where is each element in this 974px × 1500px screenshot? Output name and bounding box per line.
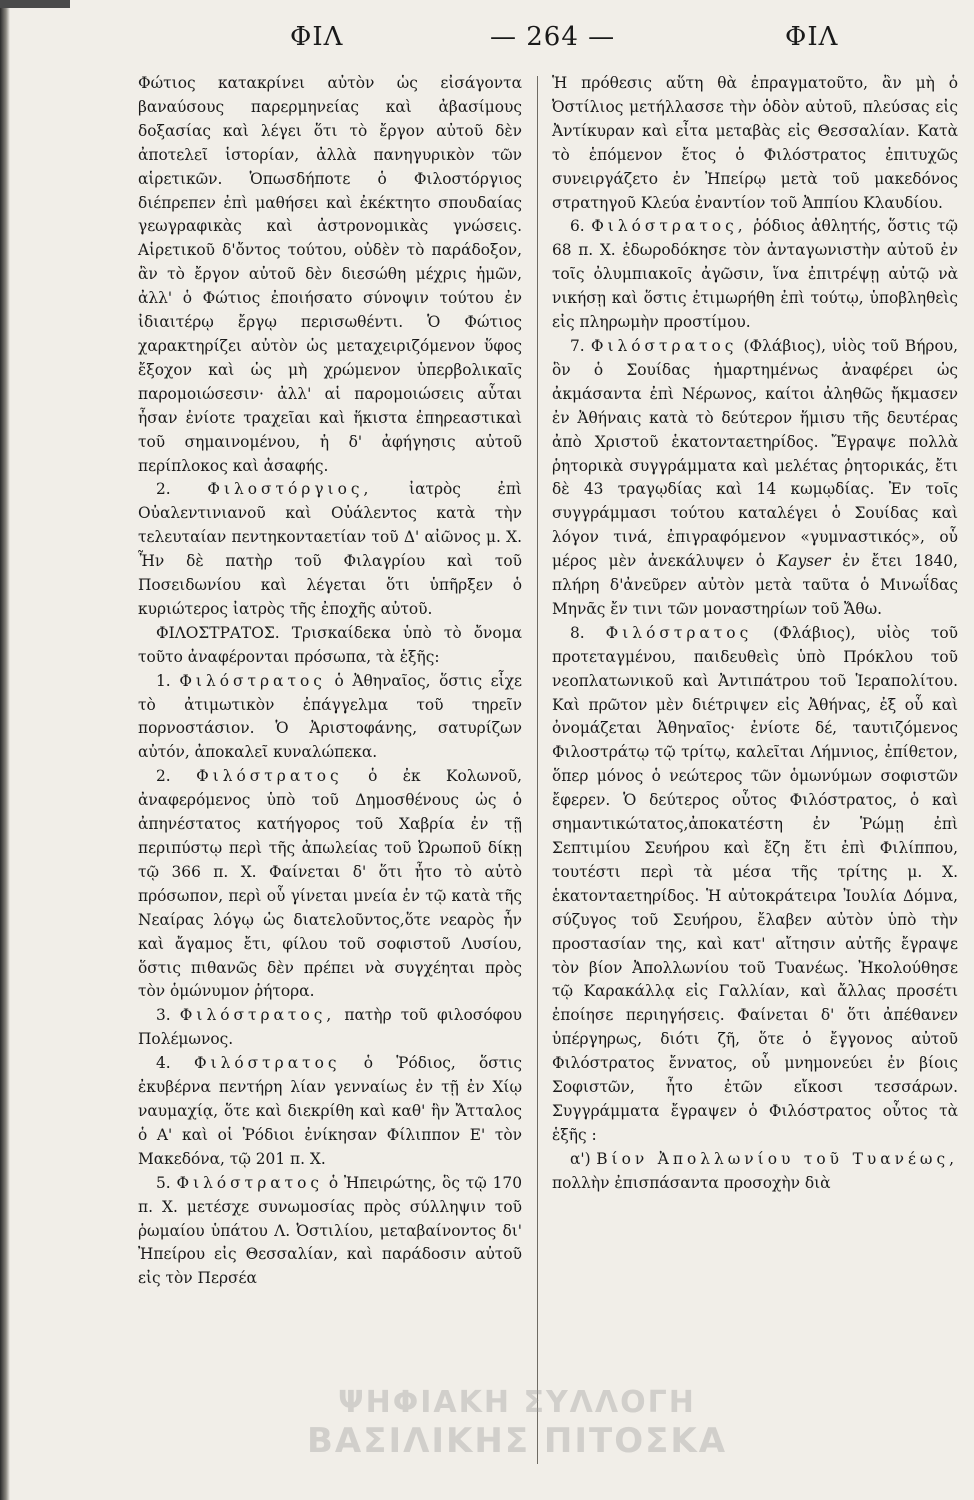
entry-philostratos-4	[138, 1052, 522, 1172]
running-header	[130, 22, 894, 62]
watermark-line: ΨΗΦΙΑΚΗ ΣΥΛΛΟΓΗ	[338, 1385, 696, 1420]
item-marker: α')	[570, 1149, 591, 1168]
entry-name: Φιλόστρατος,	[179, 1006, 336, 1025]
entry-philostratos-2	[138, 765, 522, 1004]
entry-text: (Φλάβιος), υἱὸς τοῦ προτεταγμένου, παιδευθεὶς ὑπὸ Πρόκλου τοῦ νεοπλατωνικοῦ καὶ Ἀντιπάτρου τοῦ Ἱεραπολίτου. Καὶ πρῶτον μὲν διέτριψεν εἰς Ἀθήνας, ἐξ οὗ καὶ ὀνομάζεται Ἀθηναῖος· ἐνίοτε δέ, ταυτιζόμενος Φιλοστράτῳ τῷ τρίτῳ, καλεῖται Λήμνιος, ἐπίθετον, ὅπερ μόνος ὁ νεώτερος τῶν ὁμωνύμων σοφιστῶν ἔφερεν. Ὁ δεύτερος οὗτος Φιλόστρατος, ὁ καὶ σημαντικώτατος,ἀποκατέστη ἐν Ῥώμῃ ἐπὶ Σεπτιμίου Σευήρου καὶ ἔζη ἔτι ἐπὶ Φιλίππου, τουτέστι περὶ τὰ μέσα τῆς τρίτης μ. Χ. ἑκατονταετηρίδος. Ἡ αὐτοκράτειρα Ἰουλία Δόμνα, σύζυγος τοῦ Σευήρου, ἔλαβεν αὐτὸν ὑπὸ τὴν προστασίαν της, καὶ κατ' αἴτησιν αὐτῆς ἔγραψε τὸν βίον Ἀπολλωνίου τοῦ Τυανέως. Ἠκολούθησε τῷ Καρακάλλᾳ εἰς Γαλλίαν, καὶ ἄλλας προσέτι ἐποίησε περιηγήσεις. Φαίνεται δ' ὅτι ἀπέθανεν ὑπέργηρως, διότι ζῆ, ὅτε ὁ ἔγγονος αὐτοῦ Φιλόστρατος ἔννατος, οὗ μνημονεύει ἐν βίοις Σοφιστῶν, ἦτο ἐτῶν εἴκοσι τεσσάρων. Συγγράμματα ἔγραψεν ὁ Φιλόστρατος οὗτος τὰ ἑξῆς :	[552, 623, 958, 1144]
entry-name: Φιλόστρατος	[176, 1173, 324, 1192]
right-column	[552, 72, 958, 1196]
header-left-keyword: ΦΙΛ	[290, 22, 344, 52]
column-divider	[537, 76, 538, 1464]
entry-text: ὁ Ἠπειρώτης, ὃς τῷ 170 π. Χ. μετέσχε συνωμοσίας πρὸς σύλληψιν τοῦ ῥωμαίου ὑπάτου Λ. Ὀστιλίου, μεταβαίνοντος δι' Ἠπείρου εἰς Θεσσαλίαν, καὶ παράδοσιν αὐτοῦ εἰς τὸν Περσέα	[138, 1173, 522, 1288]
binding-edge	[0, 0, 10, 1500]
work-title: Βίον Ἀπολλωνίου τοῦ Τυανέως,	[596, 1149, 958, 1168]
entry-name: Φιλόστρατος	[605, 623, 753, 642]
left-column	[138, 72, 522, 1291]
scan-edge-mark	[0, 0, 70, 8]
entry-text: ὁ Ἀθηναῖος, ὅστις εἶχε τὸ ἀτιμωτικὸν ἐπάγγελμα τοῦ τηρεῖν πορνοστάσιον. Ὁ Ἀριστοφάνης, σατυρίζων αὐτόν, ἀποκαλεῖ κυναλώπεκα.	[138, 671, 522, 762]
entry-number: 7.	[570, 336, 585, 355]
entry-number: 8.	[570, 623, 585, 642]
entry-philostratos-1	[138, 670, 522, 766]
entry-name: Φιλόστρατος	[193, 1054, 341, 1073]
page-number: — 264 —	[490, 22, 616, 52]
entry-text: ῥόδιος ἀθλητής, ὅστις τῷ 68 π. Χ. ἐδωροδόκησε τὸν ἀνταγωνιστὴν αὐτοῦ ἐν τοῖς ὀλυμπιακοῖς ἀγῶσιν, ἵνα ἐπιτρέψῃ αὐτῷ νὰ νικήσῃ καὶ ὅστις ἐτιμωρήθη ἐπὶ τούτῳ, ὑποβληθεὶς εἰς πληρωμὴν προστίμου.	[552, 217, 958, 332]
entry-number: 6.	[570, 217, 585, 236]
entry-philostratos-3	[138, 1004, 522, 1052]
entry-number: 1.	[156, 671, 171, 690]
item-text: πολλὴν ἐπισπάσαντα προσοχὴν διὰ	[552, 1173, 831, 1192]
entry-philostratos-7	[552, 335, 958, 622]
entry-name: Φιλοστόργιος,	[207, 480, 373, 499]
entry-number: 2.	[156, 480, 171, 499]
entry-text: ἰατρὸς ἐπὶ Οὐαλεντινιανοῦ καὶ Οὐάλεντος κατὰ τὴν τελευταίαν πεντηκονταετίαν τοῦ Δ' αἰῶνος μ. Χ. Ἦν δὲ πατὴρ τοῦ Φιλαγρίου καὶ τοῦ Ποσειδωνίου καὶ λέγεται ὅτι ὑπῆρξεν ὁ κυριώτερος ἰατρὸς τῆς ἐποχῆς αὐτοῦ.	[138, 480, 522, 618]
entry-number: 2.	[156, 767, 171, 786]
entry-philostratos-5	[138, 1172, 522, 1292]
entry-text: ὁ ἐκ Κολωνοῦ, ἀναφερόμενος ὑπὸ τοῦ Δημοσθένους ὡς ὁ ἀπηνέστατος κατήγορος τοῦ Χαβρία ἐν τῇ περιπύστῳ περὶ τῆς ἀπωλείας τοῦ Ὠρωποῦ δίκῃ τῷ 366 π. Χ. Φαίνεται δ' ὅτι ἦτο τὸ αὐτὸ πρόσωπον, περὶ οὗ γίνεται μνεία ἐν τῷ κατὰ τῆς Νεαίρας λόγῳ ὡς διατελοῦντος,ὅτε νεαρὸς ἦν καὶ ἄγαμος ἔτι, φίλου τοῦ σοφιστοῦ Λυσίου, ὅστις πιθανῶς δὲν πρέπει νὰ συγχέηται πρὸς τὸν ὁμώνυμον ῥήτορα.	[138, 767, 522, 1001]
entry-text: ὁ Ῥόδιος, ὅστις ἐκυβέρνα πεντήρη λίαν γενναίως ἐν τῇ ἐν Χίῳ ναυμαχίᾳ, ὅτε καὶ διεκρίθη καὶ καθ' ἣν Ἄτταλος ὁ Α' καὶ οἱ Ῥόδιοι ἐνίκησαν Φίλιππον Ε' τὸν Μακεδόνα, τῷ 201 π. Χ.	[138, 1054, 522, 1168]
entry-philostratos-8	[552, 622, 958, 1148]
entry-text: (Φλάβιος), υἱὸς τοῦ Βήρου, ὃν ὁ Σουίδας ἡμαρτημένως ἀναφέρει ὡς ἀκμάσαντα ἐπὶ Νέρωνος, καίτοι ἀληθῶς ἤκμασεν ἐν Ἀθήναις κατὰ τὸ δεύτερον ἥμισυ τῆς δευτέρας ἀπὸ Χριστοῦ ἑκατονταετηρίδος. Ἔγραψε πολλὰ ῥητορικὰ συγγράμματα καὶ μελέτας ῥητορικάς, ἔτι δὲ 43 τραγῳδίας καὶ 14 κωμῳδίας. Ἐν τοῖς συγγράμμασι τούτου καταλέγει ὁ Σουίδας καὶ λόγον τινά, ἐπιγραφόμενον «γυμναστικός», οὗ μέρος μὲν ἀνεκάλυψεν ὁ	[552, 336, 958, 571]
paragraph: Ἡ πρόθεσις αὕτη θὰ ἐπραγματοῦτο, ἂν μὴ ὁ Ὀστίλιος μετήλλασσε τὴν ὁδὸν αὐτοῦ, πλεύσας εἰς Ἀντίκυραν καὶ εἶτα μεταβὰς εἰς Θεσσαλίαν. Κατὰ τὸ ἑπόμενον ἔτος ὁ Φιλόστρατος ἐπιτυχῶς συνειργάζετο ἐν Ἠπείρῳ μετὰ τοῦ μακεδόνος στρατηγοῦ Κλεύα ἐναντίον τοῦ Ἀππίου Κλαυδίου.	[552, 74, 958, 212]
entry-number: 4.	[156, 1054, 171, 1073]
entry-name: Φιλόστρατος	[179, 671, 326, 690]
works-item-a	[552, 1148, 958, 1196]
entry-text: πατὴρ τοῦ φιλοσόφου Πολέμωνος.	[138, 1006, 522, 1049]
entry-number: 3.	[156, 1006, 171, 1025]
section-philostratos	[138, 622, 522, 670]
header-right-keyword: ΦΙΛ	[785, 22, 839, 52]
entry-philostratos-6	[552, 215, 958, 335]
section-heading: ΦΙΛΟΣΤΡΑΤΟΣ.	[156, 623, 280, 642]
entry-author-name: Kayser	[776, 552, 831, 571]
entry-philostorgios-2	[138, 478, 522, 621]
library-watermark	[232, 1385, 802, 1461]
paragraph: Φώτιος κατακρίνει αὐτὸν ὡς εἰσάγοντα βαναύσους παρερμηνείας καὶ ἀβασίμους δοξασίας καὶ λέγει ὅτι τὸ ἔργον αὐτοῦ δὲν ἀποτελεῖ ἱστορίαν, ἀλλὰ πανηγυρικὸν τῶν αἱρετικῶν. Ὁπωσδήποτε ὁ Φιλοστόργιος διέπρεπεν ἐπὶ μαθήσει καὶ ἐκέκτητο σπουδαίας γεωγραφικὰς καὶ ἀστρονομικὰς γνώσεις. Αἱρετικοῦ δ'ὄντος τούτου, οὐδὲν τὸ παράδοξον, ἂν τὸ ἔργον αὐτοῦ δὲν διεσώθη μέχρις ἡμῶν, ἀλλ' ὁ Φώτιος ἐποιήσατο σύνοψιν τούτου ἐν ἰδιαιτέρῳ ἔργῳ περισωθέντι. Ὁ Φώτιος χαρακτηρίζει αὐτὸν ὡς μεταχειριζόμενον ὕφος ἔξοχον καὶ ὡς μὴ χρώμενον ὑπερβολικαῖς παρομοιώσεσιν· ἀλλ' αἱ παρομοιώσεις αὗται ἦσαν ἐνίοτε τραχεῖαι καὶ ἥκιστα ἐπηρεαστικαὶ τοῦ σημαινομένου, ἡ δ' ἀφήγησις αὐτοῦ περίπλοκος καὶ ἀσαφής.	[138, 74, 522, 475]
section-text: Τρισκαίδεκα ὑπὸ τὸ ὄνομα τοῦτο ἀναφέρονται πρόσωπα, τὰ ἑξῆς:	[138, 623, 522, 666]
entry-number: 5.	[156, 1173, 171, 1192]
entry-name: Φιλόστρατος,	[591, 217, 747, 236]
entry-name: Φιλόστρατος	[196, 767, 343, 786]
watermark-line: ΒΑΣΙΛΙΚΗΣ ΠΙΤΟΣΚΑ	[306, 1421, 728, 1461]
entry-name: Φιλόστρατος	[590, 336, 738, 355]
entry-text: ἐν ἔτει 1840, πλήρη δ'ἀνεῦρεν αὐτὸν μετὰ ταῦτα ὁ Μινωΐδας Μηνᾶς ἔν τινι τῶν μοναστηρίων τοῦ Ἄθω.	[552, 552, 958, 618]
